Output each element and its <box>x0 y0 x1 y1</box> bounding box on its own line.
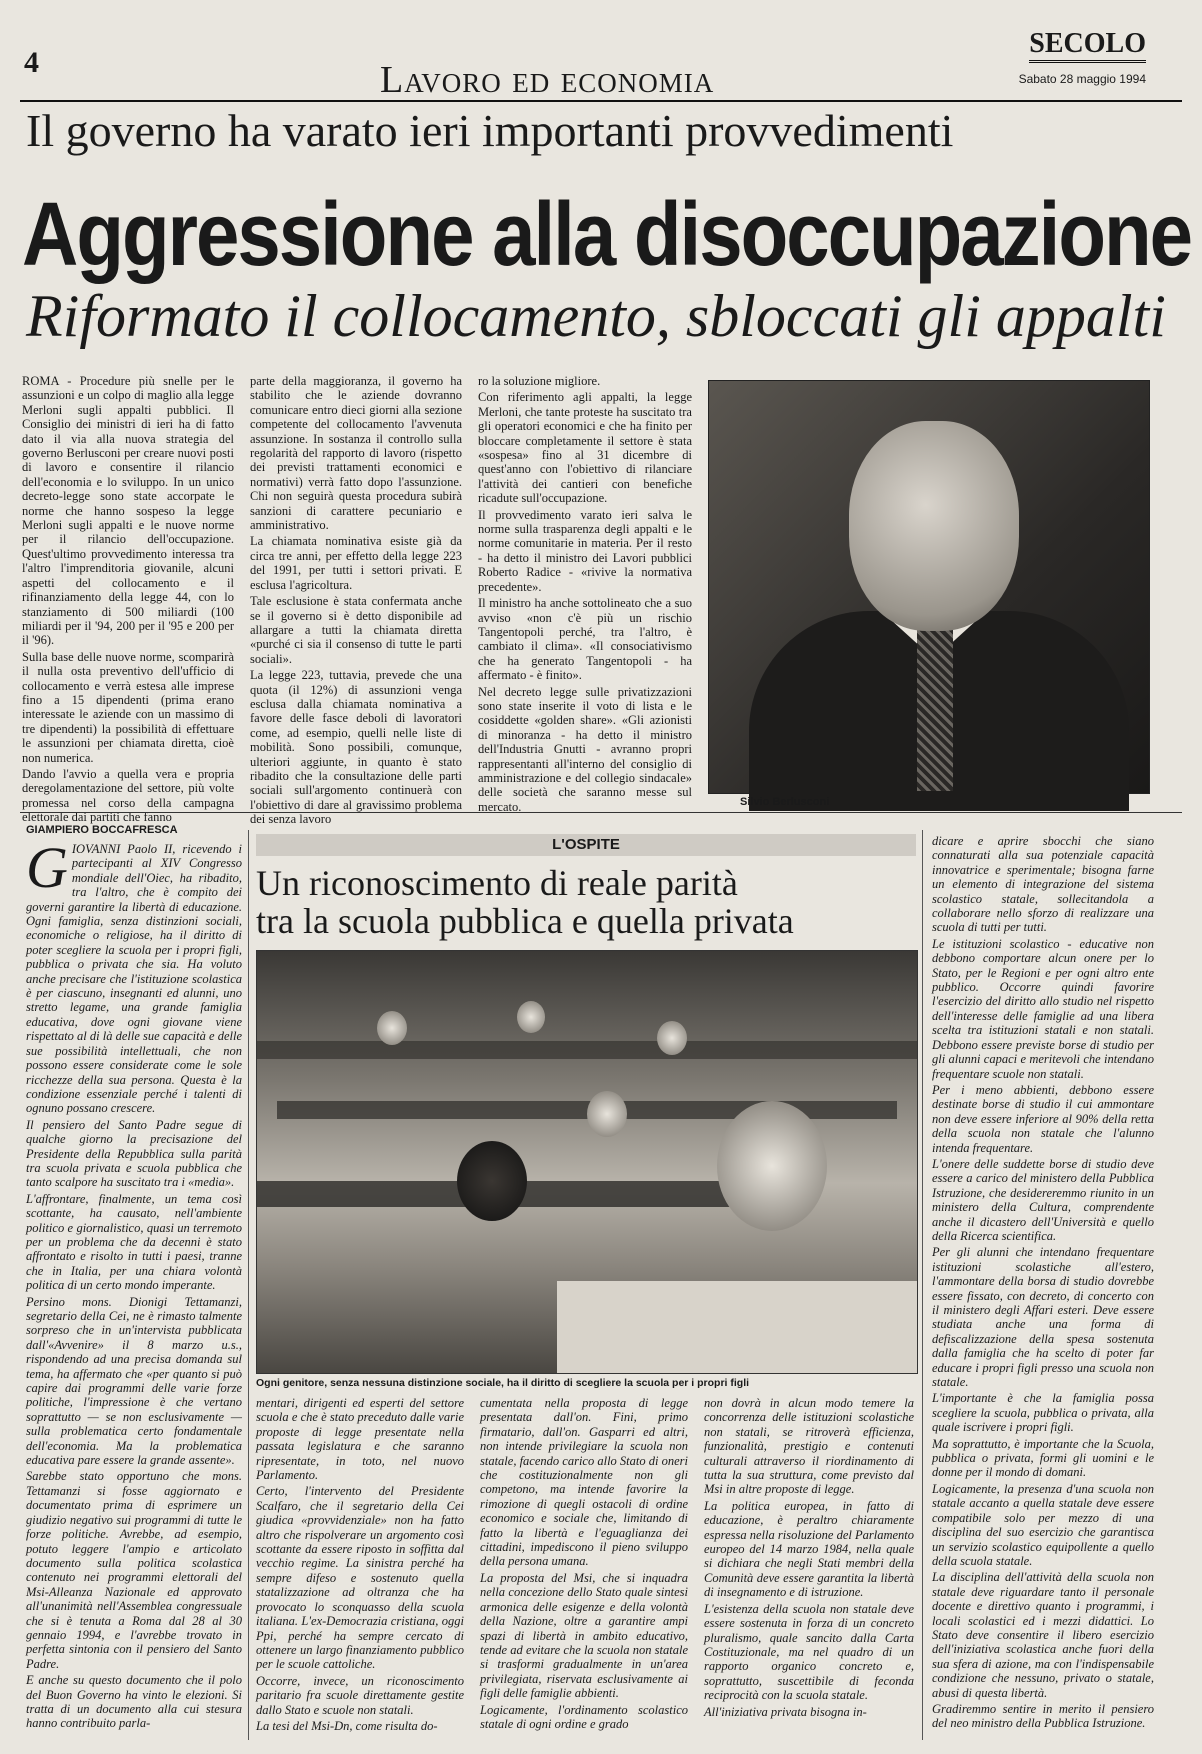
section-title: Lavoro ed economia <box>380 59 715 101</box>
article-paragraph: ro la soluzione migliore. <box>478 374 601 388</box>
opinion-right-column <box>932 834 1154 1746</box>
article-paragraph: Dando l'avvio a quella vera e propria deregolamentazione del settore, più volte promessa nel corso della campagna elettorale dai partiti che fanno <box>22 766 234 825</box>
article-paragraph: La chiamata nominativa esiste già da circa tre anni, per effetto della legge 223 del 1991, per tutti i settori privati. E esclusa l'agricoltura. <box>250 534 462 592</box>
article-paragraph: Nel decreto legge sulle privatizzazioni sono state inserite il voto di lista e le cosiddette «golden share». «Gli azionisti di minoranza - ha detto il ministro dell'Industria Gnutti - avranno propri rappresentanti all'interno del consiglio di amministrazione e del collegio sindacale» delle società che saranno messe sul mercato. <box>478 684 692 814</box>
opinion-paragraph: Ma soprattutto, è importante che la Scuola, pubblica o privata, formi gli uomini e le donne per il mondo di domani. <box>932 1436 1154 1480</box>
opinion-paragraph: Persino mons. Dionigi Tettamanzi, segretario della Cei, ne è rimasto talmente sorpreso che in un'intervista pubblicata dall'«Avvenire» il 8 marzo u.s., rispondendo ad una precisa domanda sul tema, ha affermato che «per quanto si può capire dai programmi delle varie forze politiche, l'impressione è che vertano soprattutto — se non esclusivamente — sulla problematica certo fondamentale dell'economia. Ma la problematica educativa pare essere la grande assente». <box>26 1294 242 1468</box>
classroom-photo <box>256 950 918 1374</box>
opinion-paragraph: Per gli alunni che intendano frequentare istituzioni scolastiche all'estero, l'ammontare della borsa di studio dovrebbe essere fissato, con decreto, di concerto con il ministero degli Affari esteri. Deve essere studiata anche una forma di defiscalizzazione della spesa sostenuta dalla famiglia che ha scelto di poter far educare i propri figli presso una scuola non statale. <box>932 1245 1154 1390</box>
article-paragraph: Con riferimento agli appalti, la legge Merloni, che tante proteste ha suscitato tra gli operatori economici e che ha finito per bloccare completamente il settore è stata «sospesa» fino al 31 dicembre di quest'anno con l'obiettivo di rilanciare l'attività dei cantieri con benefiche ricadute sull'occupazione. <box>478 390 692 506</box>
article-subheadline: Riformato il collocamento, sbloccati gli appalti <box>26 283 1166 349</box>
opinion-label: L'OSPITE <box>256 834 916 856</box>
opinion-paragraph: Sarebbe stato opportuno che mons. Tettamanzi si fosse aggiornato e documentato prima di esprimere un giudizio negativo sui programmi di tutte le forze politiche. Avrebbe, ad esempio, potuto leggere l'ampio e articolato documento sulla politica scolastica contenuto nei programmi elettorali del Msi-Alleanza Nazionale ed approvato all'unanimità nell'Assemblea congressuale che si è tenuta a Roma dal 28 al 30 gennaio 1994, e l'avrebbe trovato in perfetta sintonia con il pensiero del Santo Padre. <box>26 1469 242 1671</box>
opinion-paragraph: L'importante è che la famiglia possa scegliere la scuola, pubblica o privata, alla quale iscrivere i propri figli. <box>932 1391 1154 1435</box>
opinion-bottom-column-3 <box>704 1396 914 1746</box>
opinion-paragraph: Occorre, invece, un riconoscimento paritario fra scuole direttamente gestite dallo Stato e scuole non statali. <box>256 1673 464 1717</box>
opinion-paragraph: Logicamente, l'ordinamento scolastico statale di ogni ordine e grado <box>480 1702 688 1731</box>
article-paragraph: ROMA - Procedure più snelle per le assunzioni e un colpo di maglio alla legge Merloni sugli appalti pubblici. Il Consiglio dei ministri di ieri ha di fatto dato il via alla nuova strategia del governo Berlusconi per creare nuovi posti di lavoro e consentire il rilancio dell'economia e lo sviluppo. In un unico decreto-legge sono state accorpate le norme che hanno sospeso la legge Merloni sugli appalti e le nuove norme per il rilancio dell'occupazione. Quest'ultimo provvedimento interessa tra l'altro l'imprenditoria giovanile, alcuni aspetti del collocamento e il rifinanziamento della legge 44, con lo stanziamento di 500 miliardi (100 miliardi per il '94, 200 per il '95 e 200 per il '96). <box>22 374 234 648</box>
author-byline: GIAMPIERO BOCCAFRESCA <box>26 824 178 836</box>
photo-student <box>587 1091 627 1137</box>
article-overline: Il governo ha varato ieri importanti provvedimenti <box>26 105 954 156</box>
drop-cap: G <box>26 835 68 900</box>
opinion-paragraph: mentari, dirigenti ed esperti del settore scuola e che è stato preceduto dalle varie proposte di legge presentate nella passata legislatura e che saranno ripresentate, in toto, nel nuovo Parlamento. <box>256 1396 464 1483</box>
article-paragraph: parte della maggioranza, il governo ha stabilito che le aziende dovranno comunicare entro dieci giorni alla sezione competente del collocamento l'avvenuta assunzione. In sostanza il controllo sulla regolarità del rapporto di lavoro (rispetto dei previsti trattamenti economici e normativi) verrà fatto dopo l'assunzione. Chi non seguirà questa procedura subirà sanzioni di carattere pecuniario e amministrativo. <box>250 374 462 533</box>
section-divider <box>20 812 1182 813</box>
article-paragraph: Il provvedimento varato ieri salva le norme sulla trasparenza degli appalti e le norme comunitarie in materia. Per il resto - ha detto il ministro dei Lavori pubblici Roberto Radice - «rivive la normativa precedente». <box>478 507 692 594</box>
opinion-paragraph: Le istituzioni scolastico - educative non debbono comportare alcun onere per lo Stato, per le Regioni e per ogni altro ente pubblico. Occorre quindi favorire l'esercizio del diritto allo studio nel rispetto dell'interesse delle famiglie ad una libera scelta tra istituzioni statali e non statali. Debbono essere previste borse di studio per gli alunni capaci e meritevoli che intendano frequentare scuole non statali. <box>932 936 1154 1081</box>
article-paragraph: Tale esclusione è stata confermata anche se il governo si è detto disponibile ad allargare a tutti la chiamata diretta «purché ci sia il consenso di tutte le parti sociali». <box>250 594 462 666</box>
article-headline: Aggressione alla disoccupazione <box>22 183 1192 285</box>
opinion-left-column <box>26 835 242 1742</box>
issue-date: Sabato 28 maggio 1994 <box>1018 72 1146 86</box>
opinion-paragraph: Certo, l'intervento del Presidente Scalfaro, che il segretario della Cei giudica «provvidenziale» non ha fatto altro che rispolverare un argomento così scottante da essere riposto in soffitta dal vecchio regime. La sinistra perché ha sempre difeso e sostenuto quella statalizzazione ad oltranza che ha provocato lo sconquasso della scuola italiana. L'ex-Democrazia cristiana, oggi Ppi, perché ha sempre cercato di ottenere un largo finanziamento pubblico per le scuole cattoliche. <box>256 1484 464 1672</box>
opinion-paragraph: non dovrà in alcun modo temere la concorrenza delle istituzioni scolastiche non statali, se ritroverà efficienza, funzionalità, prestigio e contenuti culturali attraverso il riordinamento di tutta la sua struttura, come previsto dal Msi in altre proposte di legge. <box>704 1396 914 1497</box>
article-paragraph: Il ministro ha anche sottolineato che a suo avviso «non c'è più un rischio Tangentopoli perché, tra l'altro, è cambiato il clima». «Il consociativismo che ha generato Tangentopoli - ha affermato - è finito». <box>478 596 692 683</box>
header-rule <box>20 100 1182 102</box>
page-number: 4 <box>24 46 39 79</box>
opinion-headline-line: Un riconoscimento di reale parità <box>256 863 738 903</box>
photo-student <box>457 1141 527 1221</box>
article-paragraph: Sulla base delle nuove norme, scomparirà il nulla osta preventivo dell'ufficio di collocamento e verrà estesa alle imprese fino a 15 dipendenti (prima erano interessate le aziende con un massimo di tre dipendenti) la possibilità di effettuare le assunzioni per chiamata diretta, cioè non numerica. <box>22 649 234 765</box>
opinion-paragraph: E anche su questo documento che il polo del Buon Governo ha vinto le elezioni. Si tratta di un documento alla cui stesura hanno contribuito parla- <box>26 1673 242 1731</box>
opinion-headline-line: tra la scuola pubblica e quella privata <box>256 901 794 941</box>
opinion-bottom-column-1 <box>256 1396 464 1746</box>
opinion-paragraph: Logicamente, la presenza d'una scuola non statale accanto a quella statale deve essere compatibile solo per mezzo di una disciplina del suo esercizio che garantisca un servizio scolastico equipollente a quello della scuola statale. <box>932 1481 1154 1568</box>
opinion-headline <box>256 864 794 940</box>
column-rule <box>922 830 923 1740</box>
photo-student <box>717 1101 827 1231</box>
article-column-1 <box>22 374 234 825</box>
photo-face <box>849 421 1019 631</box>
opinion-bottom-column-2 <box>480 1396 688 1746</box>
opinion-paragraph: L'onere delle suddette borse di studio deve essere a carico del ministero della Pubblica Istruzione, che desidereremmo riunito in un ministero della Cultura, comprendente anche il dicastero dell'Università e quello della Ricerca scientifica. <box>932 1156 1154 1243</box>
opinion-paragraph: cumentata nella proposta di legge presentata dall'on. Fini, primo firmatario, dall'on. Gasparri ed altri, non intende privilegiare la scuola non statale, facendo carico allo Stato di oneri che costituzionalmente non gli competono, ma intende favorire la rimozione di quegli ostacoli di ordine economico e sociale che, limitando di fatto la libertà e l'eguaglianza dei cittadini, impediscono il pieno sviluppo della persona umana. <box>480 1396 688 1569</box>
article-column-2 <box>250 374 462 827</box>
column-rule <box>248 830 249 1740</box>
article-column-3 <box>478 374 692 814</box>
opinion-paragraph: La politica europea, in fatto di educazione, è peraltro chiaramente espressa nella risoluzione del Parlamento europeo del 14 marzo 1984, nella quale si dichiara che negli Stati membri della Comunità deve essere garantita la libertà di insegnamento e di istruzione. <box>704 1498 914 1600</box>
photo-desk <box>257 1041 917 1059</box>
article-paragraph: La legge 223, tuttavia, prevede che una quota (il 12%) di assunzioni venga esclusa dalla chiamata nominativa a favore delle fasce deboli di lavoratori come, ad esempio, quelli nelle liste di mobilità. Sono possibili, comunque, ulteriori aggiunte, in quanto è stato ribadito che la consultazione delle parti sociali sull'argomento continuerà con l'obiettivo di dare al gravissimo problema dei senza lavoro <box>250 668 462 827</box>
photo-student <box>517 1001 545 1033</box>
opinion-paragraph: Per i meno abbienti, debbono essere destinate borse di studio il cui ammontare non deve essere inferiore al 90% della retta della scuola non statale che l'alunno intenda frequentare. <box>932 1082 1154 1155</box>
opinion-paragraph: Il pensiero del Santo Padre segue di qualche giorno la precisazione del Presidente della Repubblica sulla parità tra scuola privata e scuola pubblica che tanto scalpore ha suscitato tra i «media». <box>26 1117 242 1190</box>
opinion-paragraph: All'iniziativa privata bisogna in- <box>704 1704 867 1719</box>
photo-student <box>657 1021 687 1055</box>
photo-tie <box>917 621 953 791</box>
opinion-paragraph: IOVANNI Paolo II, ricevendo i partecipanti al XIV Congresso mondiale dell'Oiec, ha ribadito, tra l'altro, che è compito dei governi garantire la libertà di educazione. Ogni famiglia, senza distinzioni sociali, economiche o religiose, ha il diritto di poter scegliere la scuola per i propri figli, pubblica o privata che sia. Ha voluto anche precisare che l'istituzione scolastica è per ciascuno, insegnanti ed alunni, uno stretto legame, una grande famiglia educativa, dove ogni giovane viene rispettato al di là delle sue capacità e delle sue possibilità intellettuali, che non possono essere considerate come le sole ricchezze della sua persona. Questa è la condizione essenziale perché i talenti di ognuno possano crescere. <box>26 842 242 1116</box>
opinion-paragraph: La tesi del Msi-Dn, come risulta do- <box>256 1718 438 1733</box>
photo-student <box>377 1011 407 1045</box>
berlusconi-photo <box>708 380 1150 794</box>
opinion-paragraph: La proposta del Msi, che si inquadra nella concezione dello Stato quale sintesi armonica delle esigenze e della volontà della Nazione, oltre a garantire ampi spazi di libertà in ambito educativo, tende ad evitare che la scuola non statale si trasformi gradualmente in un'area privilegiata, riservata esclusivamente ai figli delle famiglie abbienti. <box>480 1570 688 1701</box>
opinion-paragraph: L'affrontare, finalmente, un tema così scottante, ha causato, nell'ambiente politico e giornalistico, quasi un terremoto per un problema che da decenni è stato affrontato e risolto in tutti i paesi, tranne che in Italia, per una chiara volontà politica di un certo mondo imperante. <box>26 1191 242 1293</box>
opinion-paragraph: La disciplina dell'attività della scuola non statale deve riguardare tanto il personale docente e direttivo quanto i programmi, i locali scolastici ed i mezzi didattici. Lo Stato deve consentire il libero esercizio dell'iniziativa scolastica anche fuori della sua sfera di azione, ma con l'indispensabile condizione che nessuno, privato o statale, abusi di questa libertà. <box>932 1570 1154 1700</box>
photo-caption: Silvio Berlusconi <box>740 796 830 808</box>
classroom-photo-caption: Ogni genitore, senza nessuna distinzione sociale, ha il diritto di scegliere la scuola per i propri figli <box>256 1377 750 1389</box>
opinion-paragraph: L'esistenza della scuola non statale deve essere sostenuta in forza di un concreto pluralismo, quale sancito dalla Carta Costituzionale, ma nel quadro di un rapporto organico concreto e, soprattutto, suscettibile di feconda reciprocità con la scuola statale. <box>704 1601 914 1703</box>
photo-desk-surface <box>557 1281 917 1373</box>
opinion-paragraph: dicare e aprire sbocchi che siano connaturati alla sua potenziale capacità innovatrice e sperimentale; bisogna farne un elemento di integrazione del sistema scolastico statale, sollecitandola a collaborare nello sforzo di realizzare una scuola di tutti per tutti. <box>932 834 1154 935</box>
newspaper-masthead: SECOLO <box>1029 28 1146 63</box>
opinion-paragraph: Gradiremmo sentire in merito il pensiero del neo ministro della Pubblica Istruzione. <box>932 1701 1154 1731</box>
